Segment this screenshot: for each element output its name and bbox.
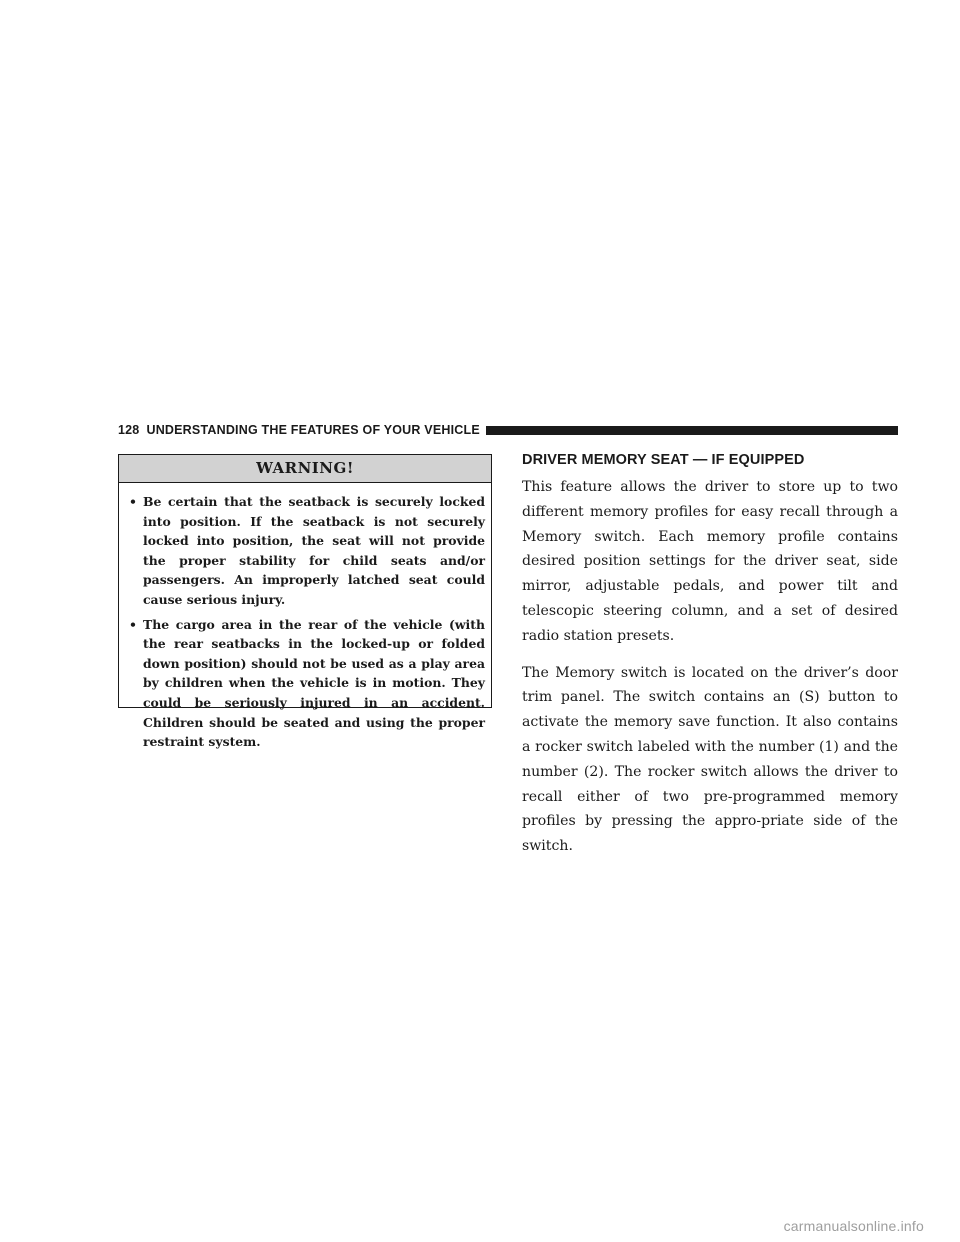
warning-item	[129, 492, 485, 610]
warning-title: WARNING!	[119, 455, 491, 483]
chapter-title: UNDERSTANDING THE FEATURES OF YOUR VEHICLE	[146, 423, 480, 437]
section-heading: DRIVER MEMORY SEAT — IF EQUIPPED	[522, 452, 805, 468]
memory-seat-section	[522, 452, 898, 871]
warning-box	[118, 454, 492, 750]
paragraph: The Memory switch is located on the driver’s door trim panel. The switch contains an (S) button to activate the memory save function. It also contains a rocker switch labeled with the number (1) and the number (2). The rocker switch allows the driver to recall either of two pre-programmed memory profiles by pressing the appro-priate side of the switch.	[522, 664, 898, 855]
paragraph: This feature allows the driver to store up to two different memory profiles for easy recall through a Memory switch. Each memory profile contains desired position settings for the driver seat, side mirror, adjustable pedals, and power tilt and telescopic steering column, and a set of desired radio station presets.	[522, 479, 898, 644]
watermark: carmanualsonline.info	[783, 1218, 924, 1234]
page-header	[118, 420, 898, 440]
warning-item-text: Be certain that the seatback is securely locked into position. If the seatback is not securely locked into position, the seat will not provide the proper stability for child seats and/or passengers. An improperly latched seat could cause serious injury.	[143, 494, 485, 607]
warning-item	[129, 615, 485, 752]
header-rule	[486, 426, 898, 435]
warning-list	[119, 483, 491, 752]
page-number: 128	[118, 423, 140, 437]
warning-item-text: The cargo area in the rear of the vehicle (with the rear seatbacks in the locked-up or folded down position) should not be used as a play area by children when the vehicle is in motion. They could be seriously injured in an accident. Children should be seated and using the proper restraint system.	[143, 616, 485, 750]
bullet-icon: •	[129, 494, 137, 509]
bullet-icon: •	[129, 616, 137, 632]
